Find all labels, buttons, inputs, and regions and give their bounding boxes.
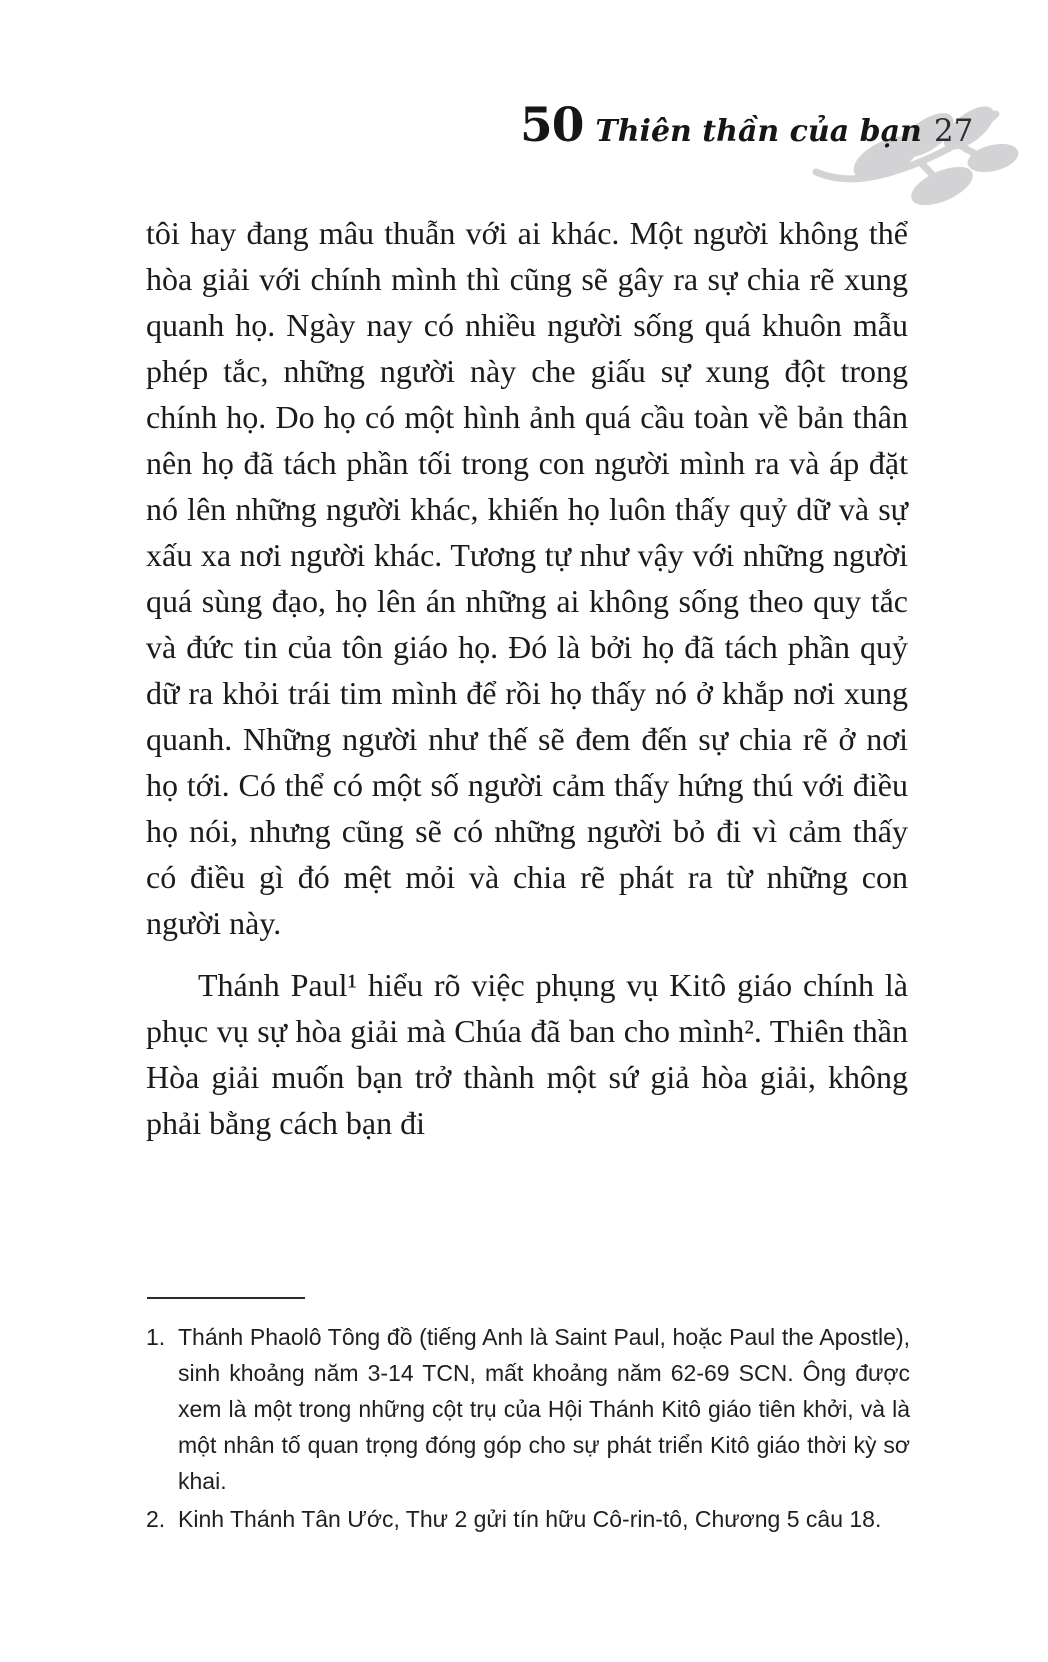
page-header <box>0 96 1048 216</box>
body-text <box>146 210 908 1146</box>
footnote-text: Thánh Phaolô Tông đồ (tiếng Anh là Saint Paul, hoặc Paul the Apostle), sinh khoảng năm 3-14 TCN, mất khoảng năm 62-69 SCN. Ông được xem là một trong những cột trụ của Hội Thánh Kitô giáo tiên khởi, và là một nhân tố quan trọng đóng góp cho sự phát triển Kitô giáo thời kỳ sơ khai. <box>178 1324 910 1494</box>
footnote-number: 1. <box>146 1324 166 1350</box>
footnote-number: 2. <box>146 1506 166 1532</box>
footnote-item <box>146 1501 910 1537</box>
running-head <box>520 96 974 158</box>
footnote-item <box>146 1319 910 1499</box>
page-number: 27 <box>933 113 974 149</box>
book-title: Thiên thần của bạn <box>595 114 922 149</box>
series-number: 50 <box>520 98 584 153</box>
paragraph: tôi hay đang mâu thuẫn với ai khác. Một người không thể hòa giải với chính mình thì cũng sẽ gây ra sự chia rẽ xung quanh họ. Ngày nay có nhiều người sống quá khuôn mẫu phép tắc, những người này che giấu sự xung đột trong chính họ. Do họ có một hình ảnh quá cầu toàn về bản thân nên họ đã tách phần tối trong con người mình ra và áp đặt nó lên những người khác, khiến họ luôn thấy quỷ dữ và sự xấu xa nơi người khác. Tương tự như vậy với những người quá sùng đạo, họ lên án những ai không sống theo quy tắc và đức tin của tôn giáo họ. Đó là bởi họ đã tách phần quỷ dữ ra khỏi trái tim mình để rồi họ thấy nó ở khắp nơi xung quanh. Những người như thế sẽ đem đến sự chia rẽ ở nơi họ tới. Có thể có một số người cảm thấy hứng thú với điều họ nói, nhưng cũng sẽ có những người bỏ đi vì cảm thấy có điều gì đó mệt mỏi và chia rẽ phát ra từ những con người này. <box>146 215 908 941</box>
paragraph: Thánh Paul¹ hiểu rõ việc phụng vụ Kitô giáo chính là phục vụ sự hòa giải mà Chúa đã ban cho mình². Thiên thần Hòa giải muốn bạn trở thành một sứ giả hòa giải, không phải bằng cách bạn đi <box>146 967 908 1141</box>
footnote-list <box>146 1319 910 1537</box>
footnote-text: Kinh Thánh Tân Ước, Thư 2 gửi tín hữu Cô-rin-tô, Chương 5 câu 18. <box>178 1506 882 1532</box>
footnote-separator <box>147 1297 305 1299</box>
